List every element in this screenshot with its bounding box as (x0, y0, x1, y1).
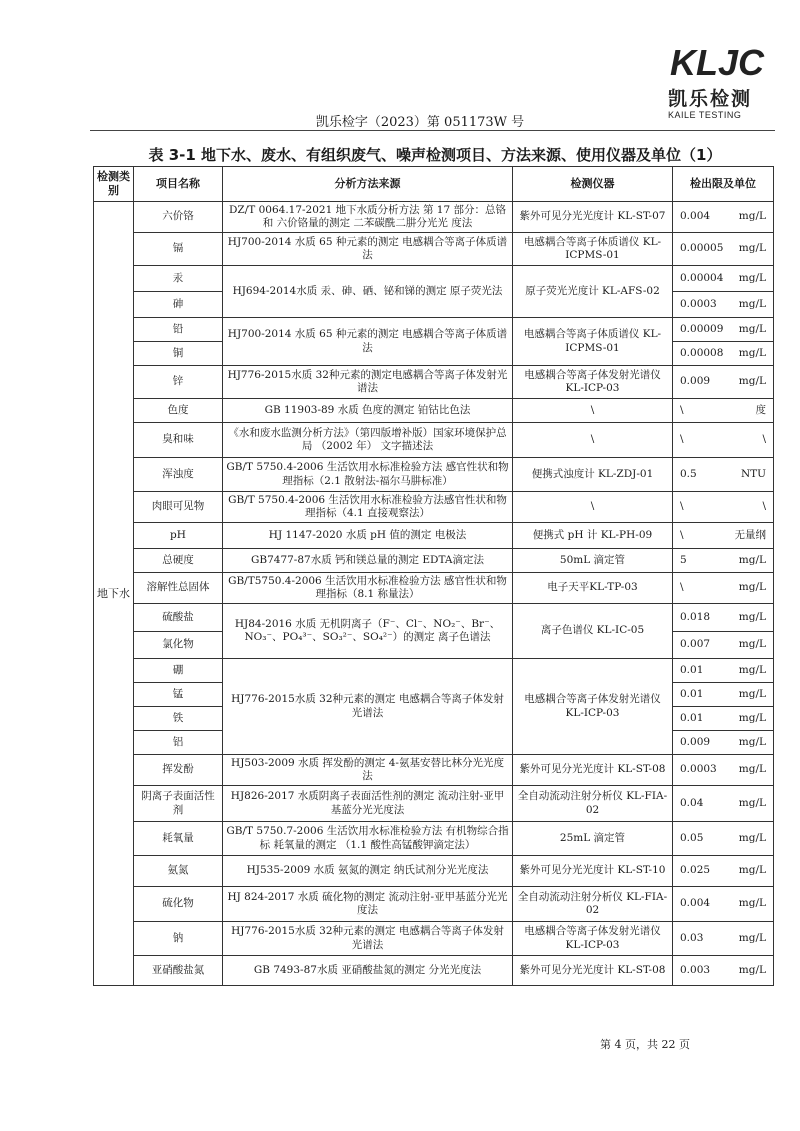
instrument-cell: 紫外可见分光光度计 KL-ST-08 (513, 755, 673, 786)
limit-value: 5 (680, 553, 687, 566)
item-name: 铁 (134, 707, 223, 731)
limit-cell (673, 366, 774, 399)
item-name: 钠 (134, 922, 223, 956)
limit-cell (673, 292, 774, 318)
column-header-limit: 检出限及单位 (673, 167, 774, 202)
table-row (94, 423, 774, 458)
limit-cell (673, 492, 774, 523)
limit-value: \ (680, 500, 684, 513)
item-name: 六价铬 (134, 202, 223, 233)
instrument-cell: 电感耦合等离子体发射光谱仪 KL-ICP-03 (513, 922, 673, 956)
limit-unit: mg/L (738, 687, 766, 700)
instrument-cell: 原子荧光光度计 KL-AFS-02 (513, 266, 673, 318)
column-header-instrument: 检测仪器 (513, 167, 673, 202)
table-row (94, 318, 774, 342)
instrument-cell: 电子天平KL-TP-03 (513, 573, 673, 604)
limit-unit: mg/L (738, 638, 766, 651)
limit-cell (673, 956, 774, 986)
limit-value: 0.009 (680, 735, 711, 748)
limit-value: 0.004 (680, 897, 711, 910)
item-name: 铜 (134, 342, 223, 366)
kljc-logo-icon (668, 42, 776, 82)
limit-value: 0.0003 (680, 297, 717, 310)
item-name: 亚硝酸盐氮 (134, 956, 223, 986)
table-row (94, 549, 774, 573)
table-row (94, 202, 774, 233)
item-name: 肉眼可见物 (134, 492, 223, 523)
method-cell: GB/T 5750.4-2006 生活饮用水标准检验方法感官性状和物理指标（4.1 直接观察法） (223, 492, 513, 523)
limit-value: 0.00004 (680, 271, 724, 284)
table-row (94, 458, 774, 492)
item-name: 锰 (134, 683, 223, 707)
limit-value: 0.01 (680, 687, 704, 700)
limit-value: 0.007 (680, 638, 711, 651)
limit-unit: mg/L (738, 663, 766, 676)
table-row (94, 887, 774, 922)
instrument-cell: 电感耦合等离子体发射光谱仪 KL-ICP-03 (513, 659, 673, 755)
limit-cell (673, 266, 774, 292)
method-cell: GB/T 5750.7-2006 生活饮用水标准检验方法 有机物综合指标 耗氧量的测定 （1.1 酸性高锰酸钾滴定法） (223, 822, 513, 856)
instrument-cell: 电感耦合等离子体发射光谱仪 KL-ICP-03 (513, 366, 673, 399)
limit-unit: mg/L (738, 831, 766, 844)
limit-value: 0.01 (680, 711, 704, 724)
limit-cell (673, 755, 774, 786)
method-cell: HJ826-2017 水质阴离子表面活性剂的测定 流动注射-亚甲基蓝分光光度法 (223, 786, 513, 822)
method-cell: HJ 1147-2020 水质 pH 值的测定 电极法 (223, 523, 513, 549)
table-row (94, 822, 774, 856)
method-cell: HJ776-2015水质 32种元素的测定 电感耦合等离子体发射光谱法 (223, 659, 513, 755)
limit-unit: mg/L (738, 931, 766, 944)
limit-unit: mg/L (738, 864, 766, 877)
limit-cell (673, 233, 774, 266)
item-name: 浑浊度 (134, 458, 223, 492)
limit-cell (673, 523, 774, 549)
limit-cell (673, 604, 774, 632)
limit-cell (673, 573, 774, 604)
instrument-cell: 便携式浊度计 KL-ZDJ-01 (513, 458, 673, 492)
logo-english-name: KAILE TESTING (668, 110, 742, 120)
table-row (94, 266, 774, 292)
item-name: 铅 (134, 318, 223, 342)
instrument-cell: 紫外可见分光光度计 KL-ST-07 (513, 202, 673, 233)
limit-cell (673, 458, 774, 492)
limit-cell (673, 922, 774, 956)
limit-unit: mg/L (738, 553, 766, 566)
limit-cell (673, 856, 774, 887)
item-name: 砷 (134, 292, 223, 318)
limit-value: 0.025 (680, 864, 711, 877)
table-row (94, 366, 774, 399)
instrument-cell: 全自动流动注射分析仪 KL-FIA-02 (513, 887, 673, 922)
item-name: 耗氧量 (134, 822, 223, 856)
svg-text:KLJC: KLJC (670, 42, 765, 82)
limit-value: 0.003 (680, 963, 711, 976)
instrument-cell: 25mL 滴定管 (513, 822, 673, 856)
limit-unit: mg/L (738, 963, 766, 976)
column-header-category: 检测类别 (94, 167, 134, 202)
limit-unit: mg/L (738, 763, 766, 776)
instrument-cell: 电感耦合等离子体质谱仪 KL-ICPMS-01 (513, 233, 673, 266)
instrument-cell: 全自动流动注射分析仪 KL-FIA-02 (513, 786, 673, 822)
method-cell: GB 11903-89 水质 色度的测定 铂钴比色法 (223, 399, 513, 423)
item-name: 汞 (134, 266, 223, 292)
test-items-table (93, 166, 774, 986)
limit-cell (673, 731, 774, 755)
limit-value: 0.0003 (680, 763, 717, 776)
table-row (94, 573, 774, 604)
limit-unit: \ (762, 500, 766, 513)
limit-unit: mg/L (738, 711, 766, 724)
company-logo (668, 42, 778, 118)
logo-chinese-name: 凯乐检测 (668, 88, 753, 110)
limit-cell (673, 632, 774, 659)
document-number: 凯乐检字（2023）第 051173W 号 (315, 115, 525, 130)
limit-value: 0.01 (680, 663, 704, 676)
method-cell: GB 7493-87水质 亚硝酸盐氮的测定 分光光度法 (223, 956, 513, 986)
instrument-cell: 紫外可见分光光度计 KL-ST-08 (513, 956, 673, 986)
table-row (94, 786, 774, 822)
limit-cell (673, 202, 774, 233)
method-cell: HJ700-2014 水质 65 种元素的测定 电感耦合等离子体质谱法 (223, 318, 513, 366)
limit-unit: mg/L (738, 346, 766, 359)
limit-cell (673, 786, 774, 822)
method-cell: GB/T5750.4-2006 生活饮用水标准检验方法 感官性状和物理指标（8.1 称量法） (223, 573, 513, 604)
limit-cell (673, 318, 774, 342)
item-name: 挥发酚 (134, 755, 223, 786)
limit-unit: mg/L (738, 322, 766, 335)
item-name: 阴离子表面活性剂 (134, 786, 223, 822)
limit-value: 0.03 (680, 931, 704, 944)
instrument-cell: \ (513, 492, 673, 523)
limit-cell (673, 887, 774, 922)
item-name: 锌 (134, 366, 223, 399)
limit-value: 0.04 (680, 796, 704, 809)
instrument-cell: \ (513, 399, 673, 423)
limit-unit: mg/L (738, 271, 766, 284)
limit-unit: mg/L (738, 581, 766, 594)
item-name: 镉 (134, 233, 223, 266)
limit-unit: 无量纲 (734, 528, 766, 541)
item-name: 总硬度 (134, 549, 223, 573)
item-name: 硫化物 (134, 887, 223, 922)
limit-value: 0.00009 (680, 322, 724, 335)
item-name: 色度 (134, 399, 223, 423)
limit-unit: mg/L (738, 735, 766, 748)
method-cell: HJ84-2016 水质 无机阴离子（F⁻、Cl⁻、NO₂⁻、Br⁻、NO₃⁻、PO₄³⁻、SO₃²⁻、SO₄²⁻）的测定 离子色谱法 (223, 604, 513, 659)
instrument-cell: 50mL 滴定管 (513, 549, 673, 573)
limit-value: \ (680, 403, 684, 416)
item-name: 臭和味 (134, 423, 223, 458)
limit-unit: mg/L (738, 297, 766, 310)
item-name: 硫酸盐 (134, 604, 223, 632)
item-name: 溶解性总固体 (134, 573, 223, 604)
item-name: 铝 (134, 731, 223, 755)
limit-unit: NTU (740, 467, 766, 480)
table-row (94, 233, 774, 266)
limit-unit: mg/L (738, 796, 766, 809)
table-row (94, 604, 774, 632)
item-name: 硼 (134, 659, 223, 683)
limit-cell (673, 399, 774, 423)
item-name: 氯化物 (134, 632, 223, 659)
limit-unit: mg/L (738, 897, 766, 910)
table-row (94, 922, 774, 956)
method-cell: HJ 824-2017 水质 硫化物的测定 流动注射-亚甲基蓝分光光度法 (223, 887, 513, 922)
method-cell: DZ/T 0064.17-2021 地下水质分析方法 第 17 部分：总铬和 六价铬量的测定 二苯碳酰二肼分光光 度法 (223, 202, 513, 233)
method-cell: HJ776-2015水质 32种元素的测定 电感耦合等离子体发射光谱法 (223, 922, 513, 956)
limit-unit: 度 (755, 403, 766, 416)
limit-value: 0.004 (680, 210, 711, 223)
method-cell: HJ700-2014 水质 65 种元素的测定 电感耦合等离子体质谱法 (223, 233, 513, 266)
limit-cell (673, 549, 774, 573)
category-cell: 地下水 (94, 202, 134, 986)
limit-unit: mg/L (738, 210, 766, 223)
method-cell: GB7477-87水质 钙和镁总量的测定 EDTA滴定法 (223, 549, 513, 573)
limit-value: 0.018 (680, 610, 711, 623)
limit-value: 0.00008 (680, 346, 724, 359)
method-cell: GB/T 5750.4-2006 生活饮用水标准检验方法 感官性状和物理指标（2.1 散射法-福尔马肼标准） (223, 458, 513, 492)
limit-value: \ (680, 581, 684, 594)
limit-unit: \ (762, 433, 766, 446)
limit-cell (673, 423, 774, 458)
method-cell: HJ694-2014水质 汞、砷、硒、铋和锑的测定 原子荧光法 (223, 266, 513, 318)
limit-value: 0.009 (680, 375, 711, 388)
item-name: 氨氮 (134, 856, 223, 887)
instrument-cell: 紫外可见分光光度计 KL-ST-10 (513, 856, 673, 887)
limit-value: \ (680, 433, 684, 446)
instrument-cell: \ (513, 423, 673, 458)
table-row (94, 659, 774, 683)
table-row (94, 856, 774, 887)
table-row (94, 523, 774, 549)
limit-unit: mg/L (738, 242, 766, 255)
limit-cell (673, 683, 774, 707)
limit-value: 0.00005 (680, 242, 724, 255)
table-row (94, 755, 774, 786)
header-divider (90, 130, 775, 131)
page-number: 第 4 页，共 22 页 (600, 1038, 690, 1051)
limit-cell (673, 659, 774, 683)
limit-unit: mg/L (738, 375, 766, 388)
table-title: 表 3-1 地下水、废水、有组织废气、噪声检测项目、方法来源、使用仪器及单位（1） (148, 146, 722, 164)
limit-cell (673, 822, 774, 856)
item-name: pH (134, 523, 223, 549)
limit-value: 0.5 (680, 467, 697, 480)
table-header-row (94, 167, 774, 202)
method-cell: HJ776-2015水质 32种元素的测定电感耦合等离子体发射光谱法 (223, 366, 513, 399)
instrument-cell: 便携式 pH 计 KL-PH-09 (513, 523, 673, 549)
instrument-cell: 离子色谱仪 KL-IC-05 (513, 604, 673, 659)
column-header-item: 项目名称 (134, 167, 223, 202)
limit-value: 0.05 (680, 831, 704, 844)
table-row (94, 492, 774, 523)
method-cell: HJ503-2009 水质 挥发酚的测定 4-氨基安替比林分光光度法 (223, 755, 513, 786)
limit-cell (673, 707, 774, 731)
method-cell: 《水和废水监测分析方法》（第四版增补版）国家环境保护总局 （2002 年） 文字描述法 (223, 423, 513, 458)
column-header-method: 分析方法来源 (223, 167, 513, 202)
table-row (94, 399, 774, 423)
limit-cell (673, 342, 774, 366)
limit-value: \ (680, 528, 684, 541)
instrument-cell: 电感耦合等离子体质谱仪 KL-ICPMS-01 (513, 318, 673, 366)
table-row (94, 956, 774, 986)
method-cell: HJ535-2009 水质 氨氮的测定 纳氏试剂分光光度法 (223, 856, 513, 887)
limit-unit: mg/L (738, 610, 766, 623)
